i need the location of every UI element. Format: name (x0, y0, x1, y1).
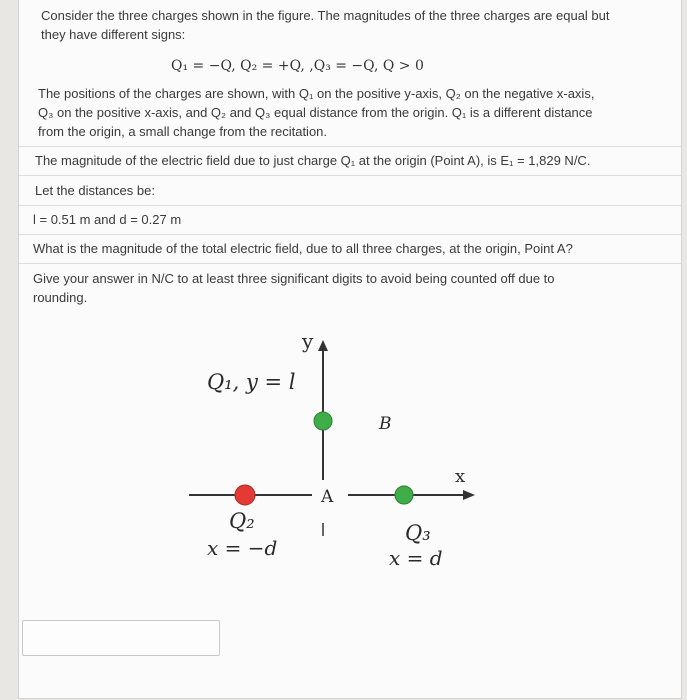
distances-values: l = 0.51 m and d = 0.27 m (33, 212, 182, 227)
intro-line-2: they have different signs: (41, 27, 186, 42)
positions-line-1: The positions of the charges are shown, with Q₁ on the positive y-axis, Q₂ on the negative x-axis, (38, 86, 595, 101)
charges-equation: Q₁ = −Q, Q₂ = +Q, ,Q₃ = −Q, Q > 0 (171, 58, 424, 74)
question-text: What is the magnitude of the total electric field, due to all three charges, at the origin, Point A? (33, 241, 573, 256)
field-statement: The magnitude of the electric field due to just charge Q₁ at the origin (Point A), is E₁ = 1,829 N/C. (35, 153, 591, 168)
distances-intro: Let the distances be: (35, 183, 155, 198)
positions-line-3: from the origin, a small change from the recitation. (38, 124, 328, 139)
q1-charge-dot (314, 412, 332, 430)
divider (19, 234, 681, 235)
q1-label: Q₁, y = l (207, 370, 296, 394)
divider (19, 146, 681, 147)
y-axis-label: y (302, 329, 314, 353)
q2-charge-dot (235, 485, 255, 505)
q3-charge-dot (395, 486, 413, 504)
q2-position: x = −d (207, 536, 278, 560)
q3-position: x = d (389, 546, 443, 570)
q3-label: Q₃ (405, 521, 431, 545)
x-axis-label: x (455, 466, 466, 487)
answer-input[interactable] (22, 620, 220, 656)
intro-line-1: Consider the three charges shown in the figure. The magnitudes of the three charges are equal but (41, 8, 610, 23)
instruction-line-1: Give your answer in N/C to at least three significant digits to avoid being counted off due to (33, 271, 555, 286)
point-b-label: B (379, 414, 392, 434)
divider (19, 175, 681, 176)
y-axis-arrow-icon (318, 340, 328, 351)
divider (19, 263, 681, 264)
point-a-label: A (321, 487, 334, 507)
q2-label: Q₂ (229, 509, 255, 533)
instruction-line-2: rounding. (33, 290, 88, 305)
x-axis-arrow-icon (463, 490, 475, 500)
question-card (18, 0, 682, 699)
divider (19, 205, 681, 206)
positions-line-2: Q₃ on the positive x-axis, and Q₂ and Q₃ equal distance from the origin. Q₁ is a different distance (38, 105, 593, 120)
charge-diagram (19, 310, 681, 610)
